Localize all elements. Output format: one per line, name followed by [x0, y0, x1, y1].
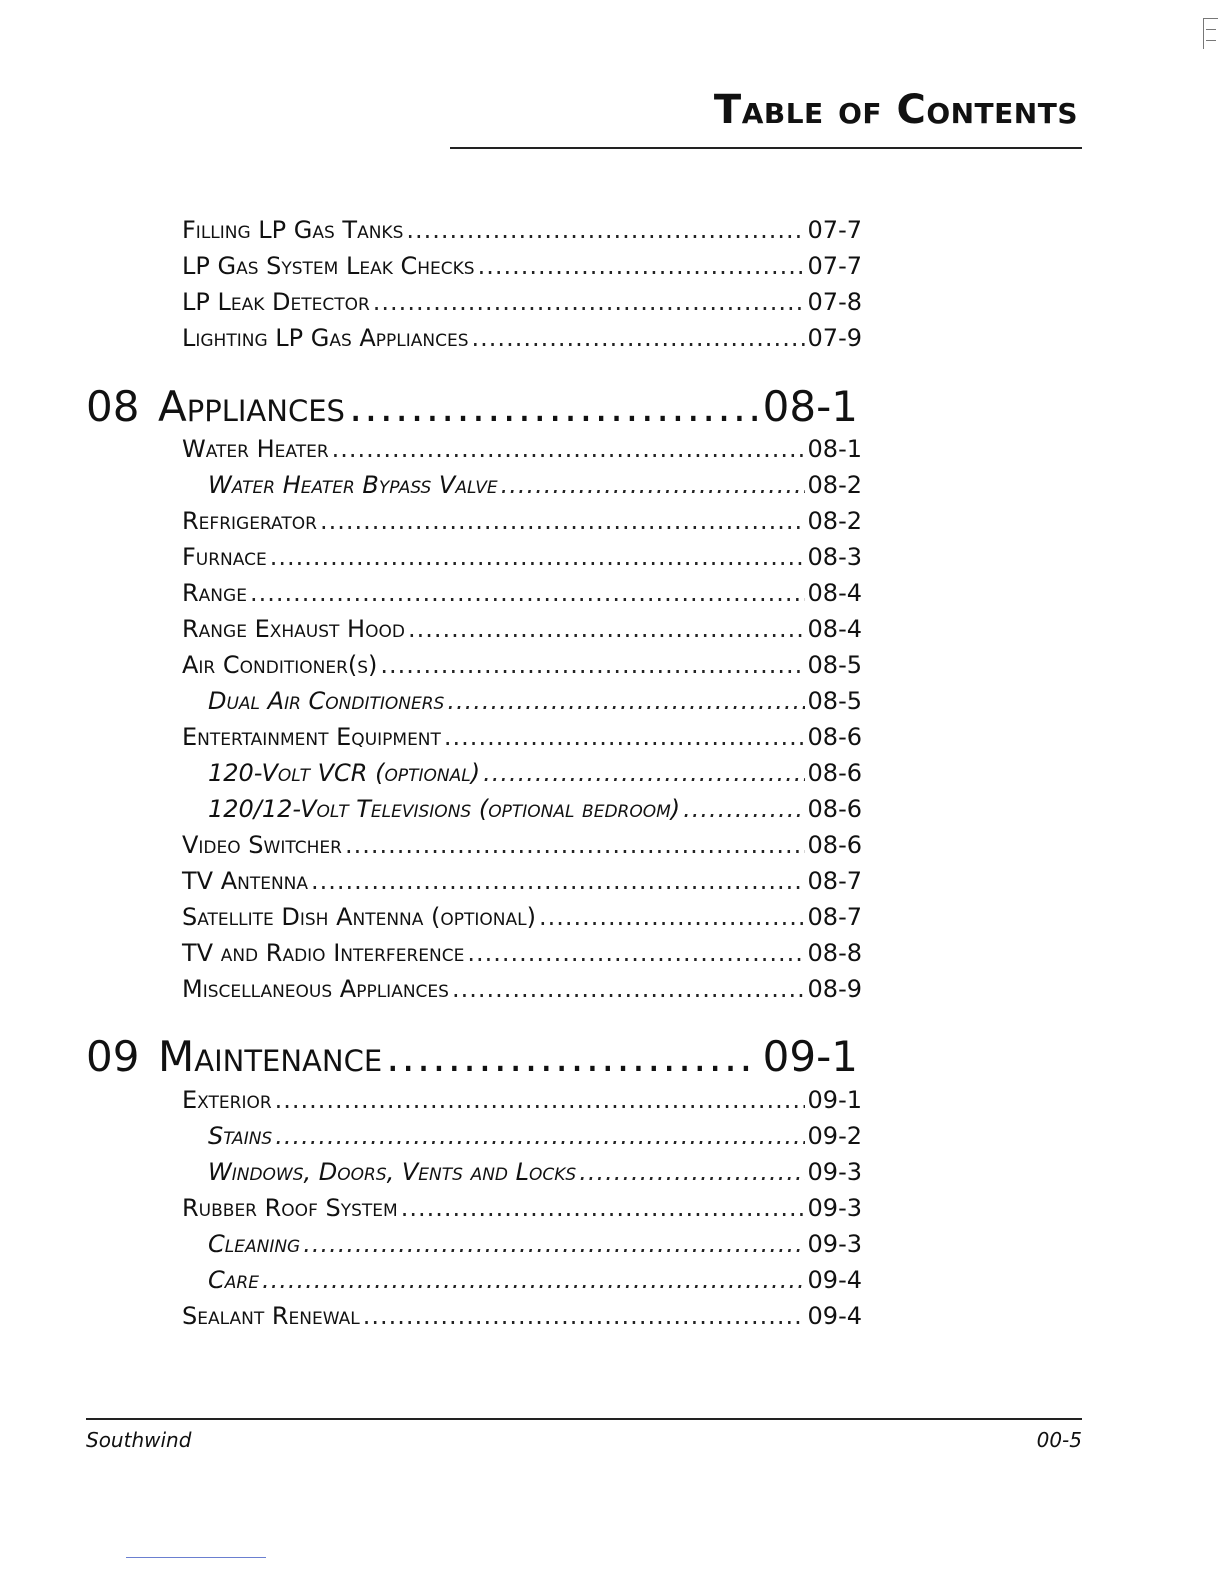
toc-entry-page: 08-7	[807, 867, 862, 895]
dot-leader	[472, 320, 805, 356]
toc-entry-text: Rubber Roof System	[182, 1194, 398, 1222]
scan-corner-mark	[1203, 18, 1218, 49]
dot-leader	[408, 611, 805, 647]
toc-entry-text: Entertainment Equipment	[182, 723, 441, 751]
toc-subentry[interactable]	[208, 1154, 862, 1190]
dot-leader	[303, 1226, 804, 1262]
toc-subentry[interactable]	[208, 791, 862, 827]
toc-entry[interactable]	[182, 647, 862, 683]
toc-entry-text: Furnace	[182, 543, 267, 571]
toc-entry[interactable]	[182, 1082, 862, 1118]
footer-brand: Southwind	[86, 1428, 192, 1452]
dot-leader	[380, 647, 804, 683]
toc-entry-page: 08-9	[807, 975, 862, 1003]
toc-entry-text: LP Gas System Leak Checks	[182, 252, 475, 280]
dot-leader	[275, 1118, 804, 1154]
dot-leader	[320, 503, 805, 539]
toc-entry[interactable]	[182, 248, 862, 284]
toc-entry-page: 08-2	[807, 507, 862, 535]
toc-entry-text: Range	[182, 579, 247, 607]
chapter-title: Maintenance	[158, 1032, 383, 1081]
toc-entry-page: 09-4	[807, 1266, 862, 1294]
dot-leader	[363, 1298, 805, 1334]
toc-entry-text: Water Heater Bypass Valve	[208, 471, 498, 499]
toc-entry[interactable]	[182, 431, 862, 467]
toc-entry[interactable]	[182, 1190, 862, 1226]
toc-entry-text: Refrigerator	[182, 507, 317, 535]
page-title: Table of Contents	[713, 87, 1078, 133]
scan-artifact-line	[126, 1557, 266, 1558]
toc-entry[interactable]	[182, 899, 862, 935]
toc-entry-text: Miscellaneous Appliances	[182, 975, 449, 1003]
dot-leader	[478, 248, 805, 284]
toc-entry[interactable]	[182, 719, 862, 755]
toc-entry-page: 08-1	[807, 435, 862, 463]
toc-entry[interactable]	[182, 971, 862, 1007]
chapter-page: 09-1	[762, 1032, 858, 1081]
toc-entry[interactable]	[182, 503, 862, 539]
toc-entry[interactable]	[182, 1298, 862, 1334]
toc-entry-text: 120/12-Volt Televisions (optional bedroom)	[208, 795, 681, 823]
toc-entry-page: 07-8	[807, 288, 862, 316]
dot-leader	[332, 431, 805, 467]
toc-entry-page: 08-5	[807, 687, 862, 715]
dot-leader	[250, 575, 805, 611]
dot-leader	[539, 899, 805, 935]
dot-leader	[501, 467, 805, 503]
toc-entry-text: Filling LP Gas Tanks	[182, 216, 404, 244]
toc-subentry[interactable]	[208, 755, 862, 791]
toc-entry-page: 08-8	[807, 939, 862, 967]
toc-entry-text: Range Exhaust Hood	[182, 615, 405, 643]
toc-entry-text: Satellite Dish Antenna (optional)	[182, 903, 536, 931]
toc-entry-page: 08-2	[807, 471, 862, 499]
dot-leader	[270, 539, 805, 575]
toc-entry-text: 120-Volt VCR (optional)	[208, 759, 481, 787]
toc-entry-page: 08-5	[807, 651, 862, 679]
toc-entry-text: Dual Air Conditioners	[208, 687, 445, 715]
toc-entry-text: Air Conditioner(s)	[182, 651, 378, 679]
footer-divider	[86, 1418, 1082, 1420]
toc-entry-text: Windows, Doors, Vents and Locks	[208, 1158, 577, 1186]
toc-entry[interactable]	[182, 212, 862, 248]
toc-entry[interactable]	[182, 827, 862, 863]
toc-entry-page: 07-7	[807, 252, 862, 280]
dot-leader	[311, 863, 805, 899]
toc-entry-page: 09-3	[807, 1194, 862, 1222]
dot-leader	[452, 971, 805, 1007]
toc-entry-page: 09-3	[807, 1230, 862, 1258]
dot-leader	[345, 827, 805, 863]
title-divider	[450, 147, 1082, 149]
toc-entry-page: 08-6	[807, 795, 862, 823]
dot-leader	[275, 1082, 805, 1118]
chapter-number: 08	[86, 382, 140, 431]
toc-entry-text: Exterior	[182, 1086, 272, 1114]
footer-page-number: 00-5	[1036, 1428, 1082, 1452]
toc-entry-text: Lighting LP Gas Appliances	[182, 324, 469, 352]
dot-leader	[373, 284, 805, 320]
toc-entry-text: Sealant Renewal	[182, 1302, 360, 1330]
dot-leader	[447, 683, 804, 719]
toc-subentry[interactable]	[208, 1118, 862, 1154]
toc-entry-page: 08-6	[807, 831, 862, 859]
toc-entry-page: 08-7	[807, 903, 862, 931]
toc-entry-page: 07-9	[807, 324, 862, 352]
toc-entry-page: 09-2	[807, 1122, 862, 1150]
toc-subentry[interactable]	[208, 1262, 862, 1298]
dot-leader	[483, 755, 804, 791]
toc-entry[interactable]	[182, 935, 862, 971]
toc-entry-page: 09-1	[807, 1086, 862, 1114]
dot-leader	[386, 1032, 759, 1082]
chapter-page: 08-1	[762, 382, 858, 431]
toc-entry[interactable]	[182, 320, 862, 356]
toc-entry-page: 08-4	[807, 615, 862, 643]
toc-entry-text: Video Switcher	[182, 831, 342, 859]
toc-entry-page: 07-7	[807, 216, 862, 244]
toc-entry-page: 09-3	[807, 1158, 862, 1186]
toc-entry-text: TV Antenna	[182, 867, 309, 895]
dot-leader	[349, 382, 759, 432]
toc-entry-page: 08-6	[807, 759, 862, 787]
toc-entry[interactable]	[182, 575, 862, 611]
dot-leader	[467, 935, 804, 971]
chapter-heading-08[interactable]	[86, 382, 858, 432]
toc-subentry[interactable]	[208, 683, 862, 719]
dot-leader	[579, 1154, 804, 1190]
toc-entry-text: Water Heater	[182, 435, 329, 463]
toc-subentry[interactable]	[208, 1226, 862, 1262]
toc-subentry[interactable]	[208, 467, 862, 503]
chapter-heading-09[interactable]	[86, 1032, 858, 1082]
toc-entry-text: Care	[208, 1266, 259, 1294]
toc-entry[interactable]	[182, 863, 862, 899]
dot-leader	[683, 791, 804, 827]
dot-leader	[401, 1190, 805, 1226]
dot-leader	[444, 719, 805, 755]
toc-entry-text: TV and Radio Interference	[182, 939, 465, 967]
chapter-title: Appliances	[158, 382, 345, 431]
toc-entry[interactable]	[182, 611, 862, 647]
toc-entry[interactable]	[182, 539, 862, 575]
toc-entry-text: LP Leak Detector	[182, 288, 370, 316]
dot-leader	[406, 212, 804, 248]
toc-entry-page: 08-3	[807, 543, 862, 571]
chapter-number: 09	[86, 1032, 140, 1081]
toc-entry-text: Cleaning	[208, 1230, 301, 1258]
toc-entry-page: 08-6	[807, 723, 862, 751]
toc-entry-page: 08-4	[807, 579, 862, 607]
dot-leader	[262, 1262, 805, 1298]
toc-entry-text: Stains	[208, 1122, 273, 1150]
toc-entry-page: 09-4	[807, 1302, 862, 1330]
toc-entry[interactable]	[182, 284, 862, 320]
